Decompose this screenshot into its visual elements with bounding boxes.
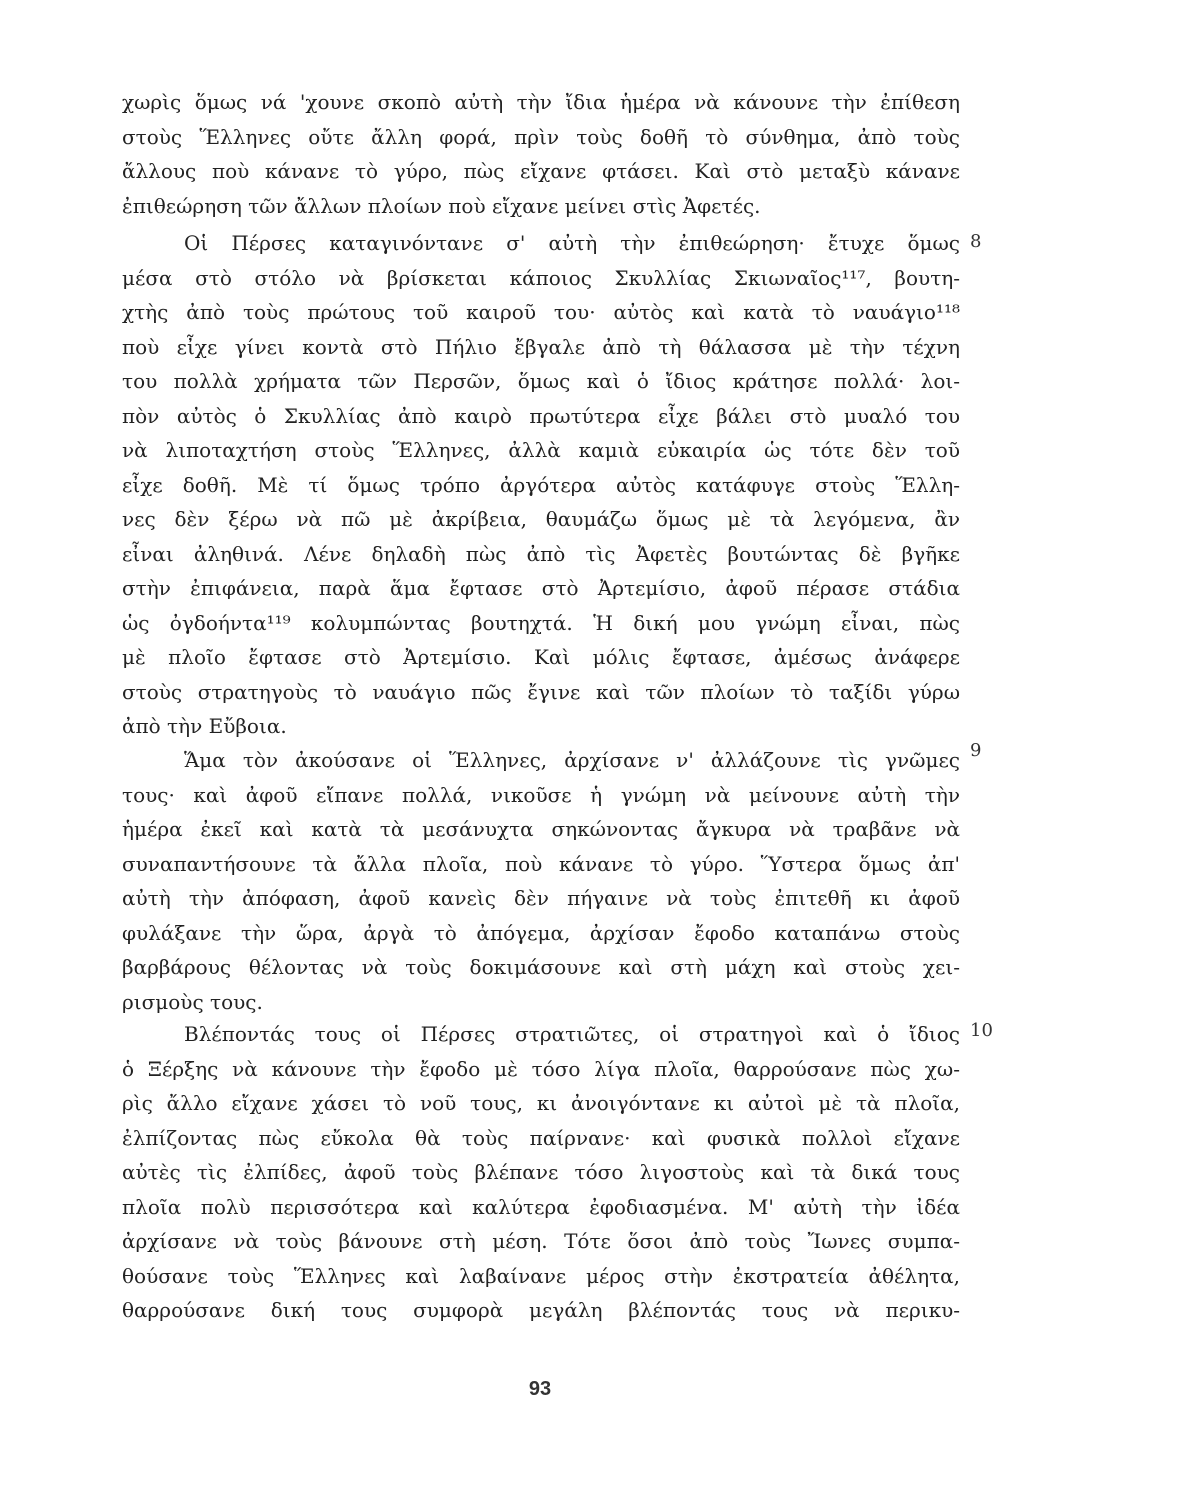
text-line: πλοῖα πολὺ περισσότερα καὶ καλύτερα ἐφοδιασμένα. Μ' αὐτὴ τὴν ἰδέα (122, 1194, 960, 1219)
text-line: χωρὶς ὅμως νά 'χουνε σκοπὸ αὐτὴ τὴν ἴδια ἡμέρα νὰ κάνουνε τὴν ἐπίθεση (122, 90, 960, 114)
chapter-number: 8 (970, 231, 982, 252)
text-line: Οἱ Πέρσες καταγινόντανε σ' αὐτὴ τὴν ἐπιθεώρηση· ἔτυχε ὅμως (184, 231, 960, 255)
text-line: τους· καὶ ἀφοῦ εἴπανε πολλά, νικοῦσε ἡ γνώμη νὰ μείνουνε αὐτὴ τὴν (122, 782, 960, 807)
text-line: ἀρχίσανε νὰ τοὺς βάνουνε στὴ μέση. Τότε ὅσοι ἀπὸ τοὺς Ἴωνες συμπα- (122, 1229, 960, 1253)
text-line: Βλέποντάς τους οἱ Πέρσες στρατιῶτες, οἱ στρατηγοὶ καὶ ὁ ἴδιος (184, 1022, 960, 1046)
paragraph-4 (122, 1017, 960, 1328)
text-line: ὡς ὀγδοήντα¹¹⁹ κολυμπώντας βουτηχτά. Ἡ δική μου γνώμη εἶναι, πὼς (122, 610, 960, 635)
chapter-number: 10 (970, 1020, 993, 1041)
text-line: Ἅμα τὸν ἀκούσανε οἱ Ἕλληνες, ἀρχίσανε ν' ἀλλάζουνε τὶς γνῶμες (184, 748, 960, 772)
text-line: θούσανε τοὺς Ἕλληνες καὶ λαβαίνανε μέρος στὴν ἐκστρατεία ἀθέλητα, (122, 1263, 960, 1288)
text-line: ἡμέρα ἐκεῖ καὶ κατὰ τὰ μεσάνυχτα σηκώνοντας ἄγκυρα νὰ τραβᾶνε νὰ (122, 817, 960, 841)
text-line: ὁ Ξέρξης νὰ κάνουνε τὴν ἔφοδο μὲ τόσο λίγα πλοῖα, θαρρούσανε πὼς χω- (122, 1056, 960, 1081)
text-line: ποὺ εἶχε γίνει κοντὰ στὸ Πήλιο ἔβγαλε ἀπὸ τὴ θάλασσα μὲ τὴν τέχνη (122, 334, 960, 359)
text-line: ἄλλους ποὺ κάνανε τὸ γύρο, πὼς εἴχανε φτάσει. Καὶ στὸ μεταξὺ κάνανε (122, 159, 960, 183)
text-line: ἐλπίζοντας πὼς εὔκολα θὰ τοὺς παίρνανε· καὶ φυσικὰ πολλοὶ εἴχανε (122, 1125, 960, 1150)
paragraph-2 (122, 226, 960, 744)
text-line: φυλάξανε τὴν ὥρα, ἀργὰ τὸ ἀπόγεμα, ἀρχίσαν ἔφοδο καταπάνω στοὺς (122, 920, 960, 945)
text-line: μέσα στὸ στόλο νὰ βρίσκεται κάποιος Σκυλλίας Σκιωναῖος¹¹⁷, βουτη- (122, 265, 960, 290)
text-line: στοὺς Ἕλληνες οὔτε ἄλλη φορά, πρὶν τοὺς δοθῆ τὸ σύνθημα, ἀπὸ τοὺς (122, 124, 960, 149)
text-line: νες δὲν ξέρω νὰ πῶ μὲ ἀκρίβεια, θαυμάζω ὅμως μὲ τὰ λεγόμενα, ἂν (122, 507, 960, 531)
chapter-number: 9 (970, 740, 982, 761)
text-line: ρὶς ἄλλο εἴχανε χάσει τὸ νοῦ τους, κι ἀνοιγόντανε κι αὐτοὶ μὲ τὰ πλοῖα, (122, 1091, 960, 1115)
text-line: ἐπιθεώρηση τῶν ἄλλων πλοίων ποὺ εἴχανε μείνει στὶς Ἀφετές. (122, 193, 761, 218)
text-line: νὰ λιποταχτήση στοὺς Ἕλληνες, ἀλλὰ καμιὰ εὐκαιρία ὡς τότε δὲν τοῦ (122, 438, 960, 462)
text-line: πὸν αὐτὸς ὁ Σκυλλίας ἀπὸ καιρὸ πρωτύτερα εἶχε βάλει στὸ μυαλό του (122, 403, 960, 428)
text-line: ἀπὸ τὴν Εὔβοια. (122, 714, 287, 738)
paragraph-3 (122, 743, 960, 1019)
text-line: αὐτὴ τὴν ἀπόφαση, ἀφοῦ κανεὶς δὲν πήγαινε νὰ τοὺς ἐπιτεθῆ κι ἀφοῦ (122, 886, 960, 910)
text-line: βαρβάρους θέλοντας νὰ τοὺς δοκιμάσουνε καὶ στὴ μάχη καὶ στοὺς χει- (122, 955, 960, 979)
text-line: στοὺς στρατηγοὺς τὸ ναυάγιο πῶς ἔγινε καὶ τῶν πλοίων τὸ ταξίδι γύρω (122, 679, 960, 704)
text-line: εἶναι ἀληθινά. Λένε δηλαδὴ πὼς ἀπὸ τὶς Ἀφετὲς βουτώντας δὲ βγῆκε (122, 541, 960, 566)
text-line: ρισμοὺς τους. (122, 989, 263, 1014)
paragraph-1 (122, 85, 960, 223)
text-line: του πολλὰ χρήματα τῶν Περσῶν, ὅμως καὶ ὁ ἴδιος κράτησε πολλά· λοι- (122, 369, 960, 393)
text-line: αὐτὲς τὶς ἐλπίδες, ἀφοῦ τοὺς βλέπανε τόσο λιγοστοὺς καὶ τὰ δικά τους (122, 1160, 960, 1184)
text-line: θαρρούσανε δική τους συμφορὰ μεγάλη βλέποντάς τους νὰ περικυ- (122, 1298, 960, 1322)
text-line: συναπαντήσουνε τὰ ἄλλα πλοῖα, ποὺ κάνανε τὸ γύρο. Ὕστερα ὅμως ἀπ' (122, 851, 960, 876)
text-line: μὲ πλοῖο ἔφτασε στὸ Ἀρτεμίσιο. Καὶ μόλις ἔφτασε, ἀμέσως ἀνάφερε (122, 645, 960, 669)
page-number: 93 (528, 1378, 552, 1400)
text-line: στὴν ἐπιφάνεια, παρὰ ἅμα ἔφτασε στὸ Ἀρτεμίσιο, ἀφοῦ πέρασε στάδια (122, 576, 960, 600)
text-line: εἶχε δοθῆ. Μὲ τί ὅμως τρόπο ἀργότερα αὐτὸς κατάφυγε στοὺς Ἕλλη- (122, 472, 960, 497)
text-line: χτὴς ἀπὸ τοὺς πρώτους τοῦ καιροῦ του· αὐτὸς καὶ κατὰ τὸ ναυάγιο¹¹⁸ (122, 300, 960, 324)
